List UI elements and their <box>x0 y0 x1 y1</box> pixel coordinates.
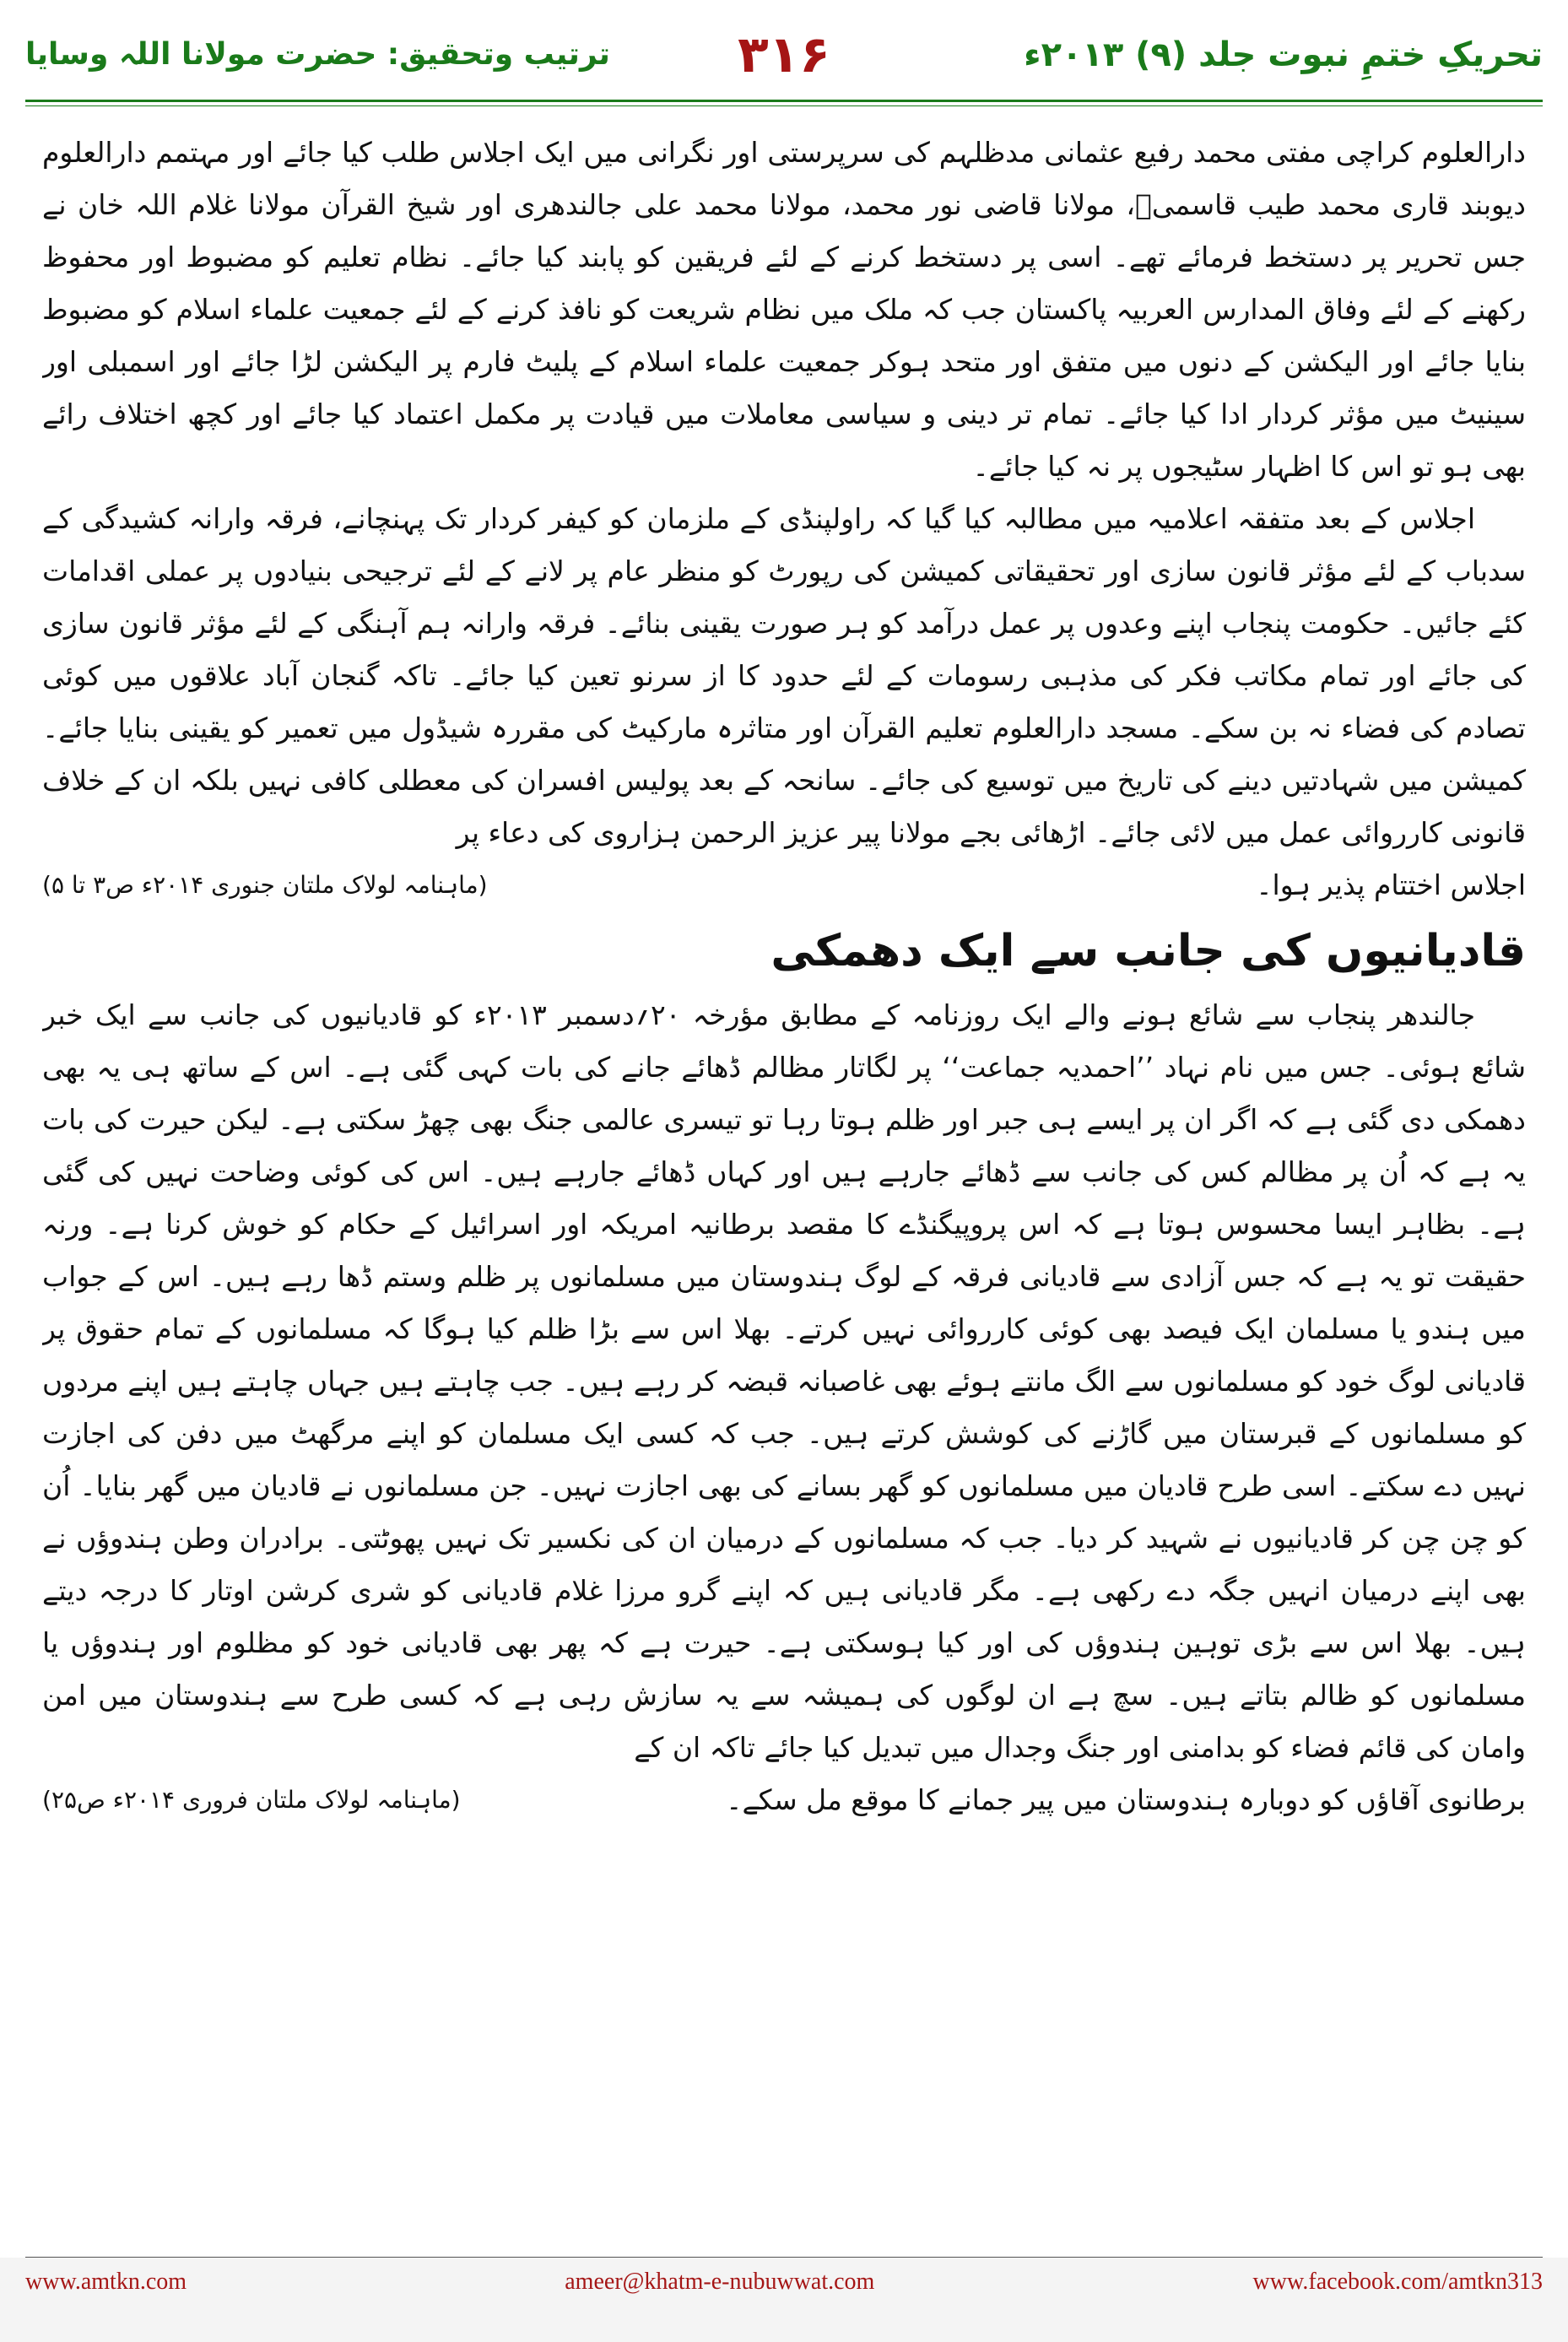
facebook-link[interactable]: www.facebook.com/amtkn313 <box>1252 2269 1543 2295</box>
paragraph-1: دارالعلوم کراچی مفتی محمد رفیع عثمانی مدظلہم کی سرپرستی اور نگرانی میں ایک اجلاس طلب کیا جائے اور مہتمم دارالعلوم دیوبند قاری محمد طیب قاسمیؒ، مولانا قاضی نور محمد، مولانا محمد علی جالندھری اور شیخ القرآن مولانا غلام اللہ خان نے جس تحریر پر دستخط فرمائے تھے۔ اسی پر دستخط کرنے کے لئے فریقین کو پابند کیا جائے۔ نظام تعلیم کو مضبوط اور محفوظ رکھنے کے لئے وفاق المدارس العربیہ پاکستان جب کہ ملک میں نظام شریعت کو نافذ کرنے کے لئے جمعیت علماء اسلام کو مضبوط بنایا جائے اور الیکشن کے دنوں میں متفق اور متحد ہوکر جمعیت علماء اسلام کے پلیٹ فارم پر الیکشن لڑا جائے اور اسمبلی اور سینیٹ میں مؤثر کردار ادا کیا جائے۔ تمام تر دینی و سیاسی معاملات میں قیادت پر مکمل اعتماد کیا جائے اور کچھ اختلاف رائے بھی ہو تو اس کا اظہار سٹیجوں پر نہ کیا جائے۔ <box>42 136 1526 483</box>
header-divider <box>25 100 1543 106</box>
paragraph-3-ending <box>42 1774 1526 1826</box>
paragraph-2: اجلاس کے بعد متفقہ اعلامیہ میں مطالبہ کیا گیا کہ راولپنڈی کے ملزمان کو کیفر کردار تک پہنچانے، فرقہ وارانہ کشیدگی کے سدباب کے لئے مؤثر قانون سازی اور تحقیقاتی کمیشن کی رپورٹ کو منظر عام پر لانے کے لئے ترجیحی بنیادوں پر عملی اقدامات کئے جائیں۔ حکومت پنجاب اپنے وعدوں پر عمل درآمد کو ہر صورت یقینی بنائے۔ فرقہ وارانہ ہم آہنگی کے لئے مؤثر قانون سازی کی جائے اور تمام مکاتب فکر کی مذہبی رسومات کے لئے حدود کا از سرنو تعین کیا جائے۔ تاکہ گنجان آباد علاقوں میں کوئی تصادم کی فضاء نہ بن سکے۔ مسجد دارالعلوم تعلیم القرآن اور متاثرہ مارکیٹ کی مقررہ شیڈول میں تعمیر کو یقینی بنایا جائے۔ کمیشن میں شہادتیں دینے کی تاریخ میں توسیع کی جائے۔ سانحہ کے بعد پولیس افسران کی معطلی کافی نہیں بلکہ ان کے خلاف قانونی کارروائی عمل میں لائی جائے۔ اڑھائی بجے مولانا پیر عزیز الرحمن ہزاروی کی دعاء پر <box>42 502 1526 849</box>
section-heading: قادیانیوں کی جانب سے ایک دھمکی <box>770 926 1526 976</box>
page-body <box>42 127 1526 2203</box>
book-title: تحریکِ ختمِ نبوت جلد (۹) ۲۰۱۳ء <box>1024 35 1543 74</box>
paragraph-2-last-line: اجلاس اختتام پذیر ہوا۔ <box>1256 868 1526 901</box>
paragraph-2-ending <box>42 859 1526 911</box>
page-number: ۳۱۶ <box>738 25 830 84</box>
footer-divider <box>25 2257 1543 2258</box>
page-footer <box>25 2269 1543 2296</box>
paragraph-3: جالندھر پنجاب سے شائع ہونے والے ایک روزنامہ کے مطابق مؤرخہ ۲۰؍دسمبر ۲۰۱۳ء کو قادیانیوں کی جانب سے ایک خبر شائع ہوئی۔ جس میں نام نہاد ’’احمدیہ جماعت‘‘ پر لگاتار مظالم ڈھائے جانے کی بات کہی گئی ہے۔ اس کے ساتھ ہی یہ بھی دھمکی دی گئی ہے کہ اگر ان پر ایسے ہی جبر اور ظلم ہوتا رہا تو تیسری عالمی جنگ بھی چھڑ سکتی ہے۔ لیکن حیرت کی بات یہ ہے کہ اُن پر مظالم کس کی جانب سے ڈھائے جارہے ہیں اور کہاں ڈھائے جارہے ہیں۔ اس کی کوئی وضاحت نہیں کی گئی ہے۔ بظاہر ایسا محسوس ہوتا ہے کہ اس پروپیگنڈے کا مقصد برطانیہ امریکہ اور اسرائیل کے حکام کو خوش کرنا ہے۔ ورنہ حقیقت تو یہ ہے کہ جس آزادی سے قادیانی فرقہ کے لوگ ہندوستان میں مسلمانوں پر ظلم وستم ڈھا رہے ہیں۔ اس کے جواب میں ہندو یا مسلمان ایک فیصد بھی کوئی کارروائی نہیں کرتے۔ بھلا اس سے بڑا ظلم کیا ہوگا کہ مسلمانوں کے تمام حقوق پر قادیانی لوگ خود کو مسلمانوں سے الگ مانتے ہوئے بھی غاصبانہ قبضہ کر رہے ہیں۔ جب چاہتے ہیں جہاں چاہتے ہیں اپنے مردوں کو مسلمانوں کے قبرستان میں گاڑنے کی کوشش کرتے ہیں۔ جب کہ کسی ایک مسلمان کو اپنے مرگھٹ میں دفن کی اجازت نہیں دے سکتے۔ اسی طرح قادیان میں مسلمانوں کو گھر بسانے کی بھی اجازت نہیں۔ جن مسلمانوں نے قادیان میں گھر بنایا۔ اُن کو چن چن کر قادیانیوں نے شہید کر دیا۔ جب کہ مسلمانوں کے درمیان ان کی نکسیر تک نہیں پھوٹتی۔ برادران وطن ہندوؤں نے بھی اپنے درمیان انہیں جگہ دے رکھی ہے۔ مگر قادیانی ہیں کہ اپنے گرو مرزا غلام قادیانی کو شری کرشن اوتار کا درجہ دیتے ہیں۔ بھلا اس سے بڑی توہین ہندوؤں کی اور کیا ہوسکتی ہے۔ حیرت ہے کہ پھر بھی قادیانی خود کو مظلوم اور ہندوؤں یا مسلمانوں کو ظالم بتاتے ہیں۔ سچ ہے ان لوگوں کی ہمیشہ سے یہ سازش رہی ہے کہ کسی طرح سے ہندوستان میں امن وامان کی قائم فضاء کو بدامنی اور جنگ وجدال میں تبدیل کیا جائے تاکہ ان کے <box>42 998 1526 1764</box>
website-link[interactable]: www.amtkn.com <box>25 2269 187 2295</box>
email-link[interactable]: ameer@khatm-e-nubuwwat.com <box>565 2269 875 2295</box>
page-header <box>25 25 1543 105</box>
compiler-credit: ترتیب وتحقیق: حضرت مولانا اللہ وسایا <box>25 37 610 72</box>
paragraph-3-last-line: برطانوی آقاؤں کو دوبارہ ہندوستان میں پیر جمانے کا موقع مل سکے۔ <box>726 1783 1526 1816</box>
source-citation-2: (ماہنامہ لولاک ملتان فروری ۲۰۱۴ء ص۲۵) <box>42 1786 461 1814</box>
source-citation-1: (ماہنامہ لولاک ملتان جنوری ۲۰۱۴ء ص۳ تا ۵) <box>42 871 488 899</box>
